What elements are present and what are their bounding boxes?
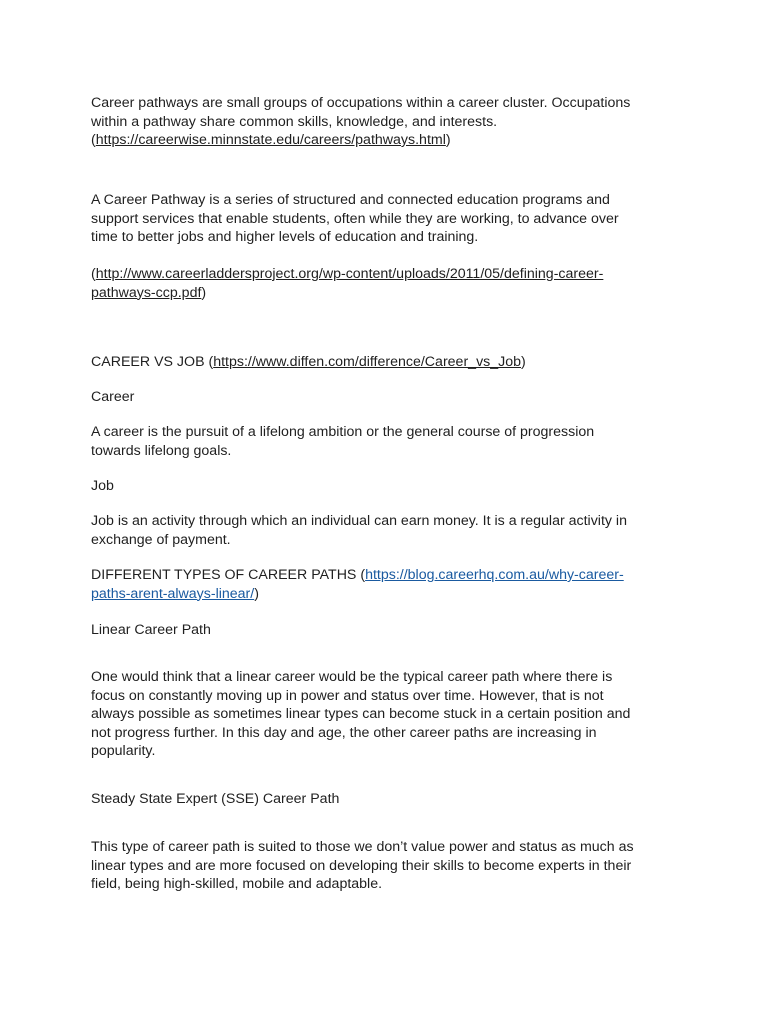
subheading-text: Linear Career Path bbox=[91, 622, 211, 638]
paragraph-job-definition bbox=[91, 512, 671, 549]
text-line: support services that enable students, often while they are working, to advance over bbox=[91, 210, 619, 227]
careerhq-link[interactable]: https://blog.careerhq.com.au/why-career- bbox=[365, 567, 624, 583]
text-line: focus on constantly moving up in power and status over time. However, that is not bbox=[91, 687, 604, 704]
text-line: within a pathway share common skills, knowledge, and interests. bbox=[91, 113, 498, 130]
paragraph-careerladders-citation bbox=[91, 265, 671, 302]
paren-close: ) bbox=[254, 585, 259, 602]
citation-line bbox=[91, 265, 671, 284]
subheading-linear-career-path bbox=[91, 621, 671, 640]
subheading-text: Steady State Expert (SSE) Career Path bbox=[91, 791, 340, 807]
text-line: always possible as sometimes linear types can become stuck in a certain position and bbox=[91, 706, 631, 722]
subheading-sse-career-path bbox=[91, 790, 671, 809]
paren-close: ) bbox=[521, 354, 526, 370]
text-line: A career is the pursuit of a lifelong ambition or the general course of progression bbox=[91, 424, 595, 440]
paren-close: ) bbox=[445, 132, 451, 148]
citation-line bbox=[91, 131, 671, 150]
text-line: Career pathways are small groups of occupations within a career cluster. Occupations bbox=[91, 95, 631, 111]
heading-text: CAREER VS JOB ( bbox=[91, 354, 214, 370]
text-line: popularity. bbox=[91, 743, 156, 759]
subheading-text: Job bbox=[91, 478, 114, 494]
subheading-text: Career bbox=[91, 389, 135, 405]
citation-line bbox=[91, 284, 671, 303]
paragraph-career-definition bbox=[91, 423, 671, 460]
text-line: linear types and are more focused on developing their skills to become experts in their bbox=[91, 857, 632, 874]
heading-line bbox=[91, 353, 671, 372]
text-line: time to better jobs and higher levels of education and training. bbox=[91, 229, 479, 245]
text-line: exchange of payment. bbox=[91, 531, 231, 548]
careerhq-link-continued[interactable]: paths-arent-always-linear/ bbox=[91, 585, 255, 602]
text-line: field, being high-skilled, mobile and adaptable. bbox=[91, 876, 383, 892]
paragraph-career-pathways-definition bbox=[91, 94, 671, 150]
heading-line bbox=[91, 585, 671, 604]
text-line: This type of career path is suited to those we don’t value power and status as much as bbox=[91, 839, 634, 855]
careerladders-link-continued[interactable]: pathways-ccp.pdf bbox=[91, 284, 202, 301]
paren-open: ( bbox=[91, 266, 96, 282]
careerladders-link[interactable]: http://www.careerladdersproject.org/wp-content/uploads/2011/05/defining-career- bbox=[95, 266, 604, 282]
text-line: Job is an activity through which an individual can earn money. It is a regular activity in bbox=[91, 513, 627, 529]
careerwise-link[interactable]: https://careerwise.minnstate.edu/careers/pathways.html bbox=[95, 132, 446, 148]
heading-text: DIFFERENT TYPES OF CAREER PATHS ( bbox=[91, 567, 366, 583]
heading-career-vs-job bbox=[91, 353, 671, 372]
paren-close: ) bbox=[201, 284, 207, 301]
diffen-link[interactable]: https://www.diffen.com/difference/Career_vs_Job bbox=[213, 354, 522, 370]
heading-types-of-career-paths bbox=[91, 566, 671, 603]
paragraph-linear-career bbox=[91, 668, 671, 761]
subheading-job bbox=[91, 477, 671, 496]
subheading-career bbox=[91, 388, 671, 407]
text-line: towards lifelong goals. bbox=[91, 442, 232, 459]
text-line: not progress further. In this day and age, the other career paths are increasing in bbox=[91, 724, 597, 741]
heading-line bbox=[91, 566, 671, 585]
paren-open: ( bbox=[91, 132, 96, 148]
paragraph-sse-career bbox=[91, 838, 671, 894]
text-line: A Career Pathway is a series of structured and connected education programs and bbox=[91, 192, 610, 208]
paragraph-career-pathway-series bbox=[91, 191, 671, 247]
text-line: One would think that a linear career would be the typical career path where there is bbox=[91, 669, 613, 685]
